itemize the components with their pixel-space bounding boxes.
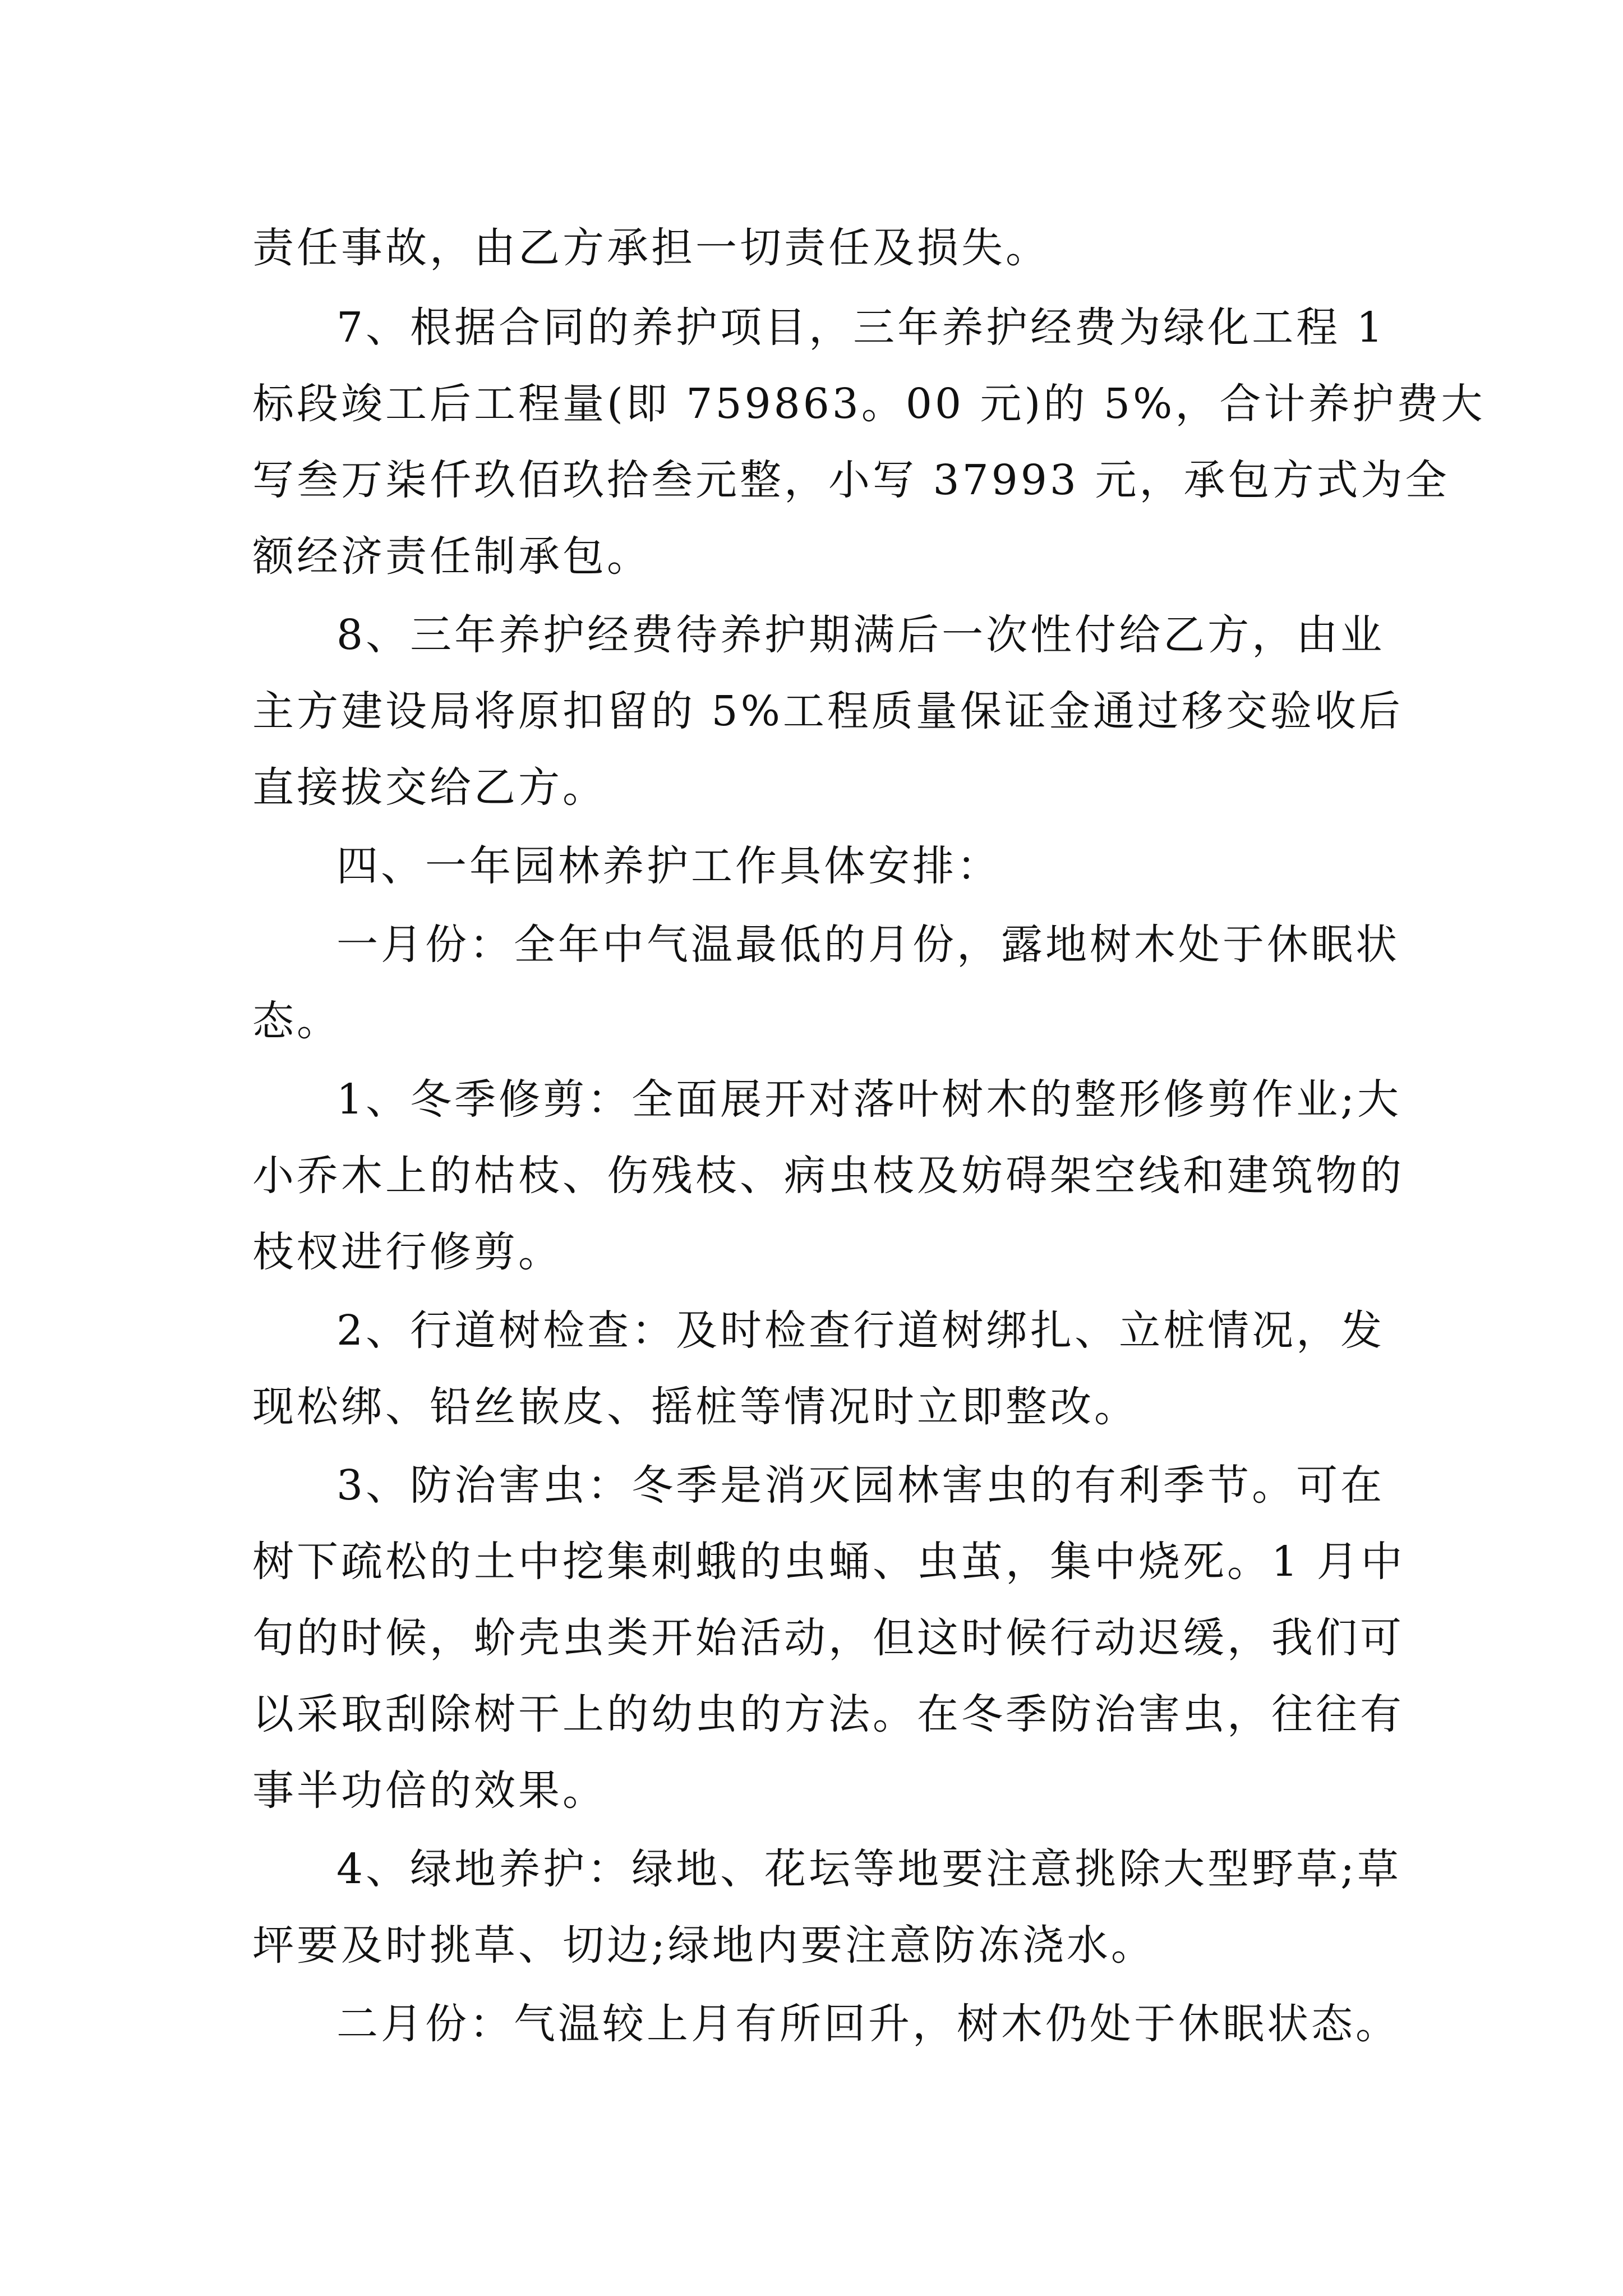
text-line: 8、三年养护经费待养护期满后一次性付给乙方，由业 bbox=[336, 611, 1385, 659]
text-line: 1、冬季修剪：全面展开对落叶树木的整形修剪作业;大 bbox=[336, 1075, 1402, 1124]
text-line: 2、行道树检查：及时检查行道树绑扎、立桩情况，发 bbox=[336, 1306, 1385, 1355]
text-line: 旬的时候，蚧壳虫类开始活动，但这时候行动迟缓，我们可 bbox=[252, 1614, 1404, 1662]
text-line: 3、防治害虫：冬季是消灭园林害虫的有利季节。可在 bbox=[336, 1461, 1385, 1510]
text-line: 以采取刮除树干上的幼虫的方法。在冬季防治害虫，往往有 bbox=[252, 1690, 1404, 1738]
text-line: 4、绿地养护：绿地、花坛等地要注意挑除大型野草;草 bbox=[336, 1845, 1402, 1893]
text-line: 树下疏松的土中挖集刺蛾的虫蛹、虫茧，集中烧死。1 月中 bbox=[252, 1538, 1405, 1586]
text-line: 枝杈进行修剪。 bbox=[252, 1228, 562, 1276]
text-line: 二月份：气温较上月有所回升，树木仍处于休眠状态。 bbox=[336, 2000, 1400, 2048]
text-line: 7、根据合同的养护项目，三年养护经费为绿化工程 1 bbox=[336, 303, 1386, 352]
text-line: 主方建设局将原扣留的 5%工程质量保证金通过移交验收后 bbox=[252, 687, 1403, 735]
text-line: 额经济责任制承包。 bbox=[252, 532, 651, 581]
text-line: 态。 bbox=[252, 997, 341, 1045]
text-line: 现松绑、铅丝嵌皮、摇桩等情况时立即整改。 bbox=[252, 1383, 1138, 1431]
text-line: 小乔木上的枯枝、伤残枝、病虫枝及妨碍架空线和建筑物的 bbox=[252, 1152, 1404, 1200]
text-line: 写叁万柒仟玖佰玖拾叁元整，小写 37993 元，承包方式为全 bbox=[252, 456, 1450, 504]
text-line: 坪要及时挑草、切边;绿地内要注意防冻浇水。 bbox=[252, 1921, 1155, 1970]
text-line: 一月份：全年中气温最低的月份，露地树木处于休眠状 bbox=[336, 921, 1400, 969]
section-heading: 四、一年园林养护工作具体安排： bbox=[336, 842, 1001, 890]
text-line: 标段竣工后工程量(即 759863。00 元)的 5%，合计养护费大 bbox=[252, 380, 1486, 428]
text-line: 事半功倍的效果。 bbox=[252, 1766, 607, 1815]
text-line: 责任事故，由乙方承担一切责任及损失。 bbox=[252, 224, 1050, 272]
text-line: 直接拔交给乙方。 bbox=[252, 763, 607, 812]
